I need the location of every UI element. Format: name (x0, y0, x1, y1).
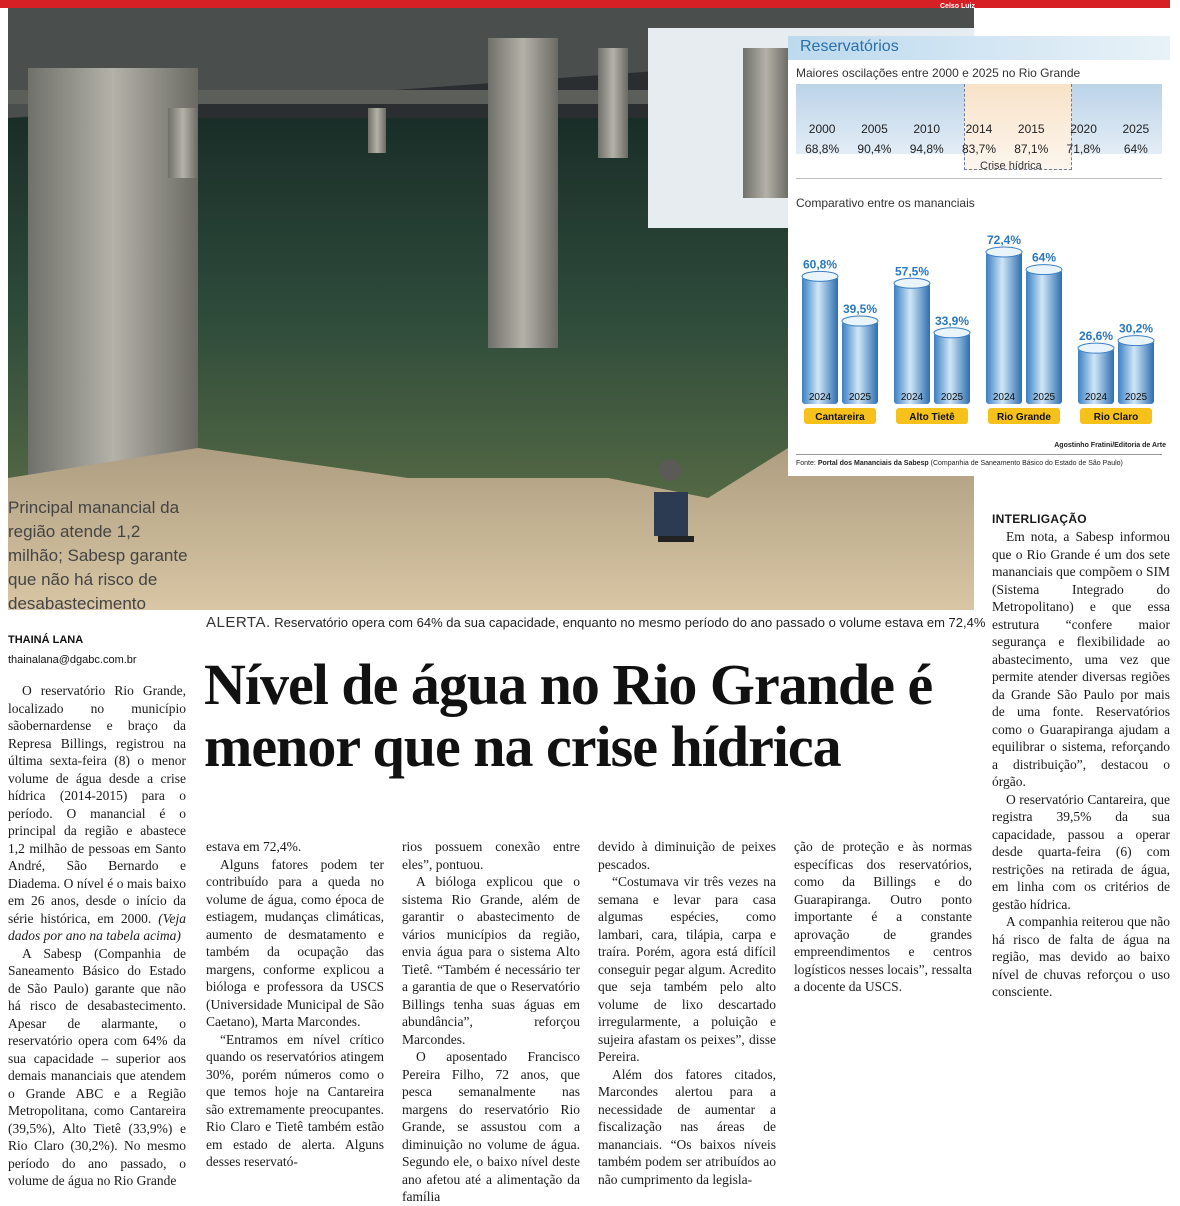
bar-top-2025 (934, 328, 970, 338)
section-heading: INTERLIGAÇÃO (992, 512, 1087, 526)
paragraph: A bióloga explicou que o sistema Rio Grande, além de garantir o abastecimento de vários municípios da região, envia água para o sistema Alto Tietê. “Também é necessário ter a garantia de que o Reservatório Billings tenha suas águas em abundância”, reforçou Marcondes. (402, 874, 580, 1047)
author-email[interactable]: thainalana@dgabc.com.br (8, 654, 137, 666)
bar-top-2025 (842, 316, 878, 326)
caption-label: ALERTA. (206, 614, 271, 631)
source-divider (796, 454, 1162, 455)
author-name: THAINÁ LANA (8, 634, 84, 646)
bar-top-2024 (986, 247, 1022, 257)
paragraph: devido à diminuição de peixes pescados. (598, 839, 776, 872)
table-note: (Veja dados por ano na tabela acima) (8, 910, 187, 943)
value-cell: 87,1% (1014, 142, 1049, 156)
infographic-title: Reservatórios (788, 36, 1170, 60)
photo-credit: Celso Luiz (940, 3, 976, 10)
value-cell: 94,8% (909, 142, 944, 156)
year-cell: 2000 (808, 122, 836, 136)
value-cell: 71,8% (1066, 142, 1101, 156)
bar-year-label: 2024 (992, 392, 1016, 403)
years-row (796, 122, 1162, 136)
bar-top-2025 (1118, 336, 1154, 346)
bar-year-label: 2025 (1032, 392, 1056, 403)
bar-year-label: 2024 (808, 392, 832, 403)
bar-value-label: 57,5% (894, 264, 930, 279)
comparison-subtitle: Comparativo entre os mananciais (796, 196, 975, 210)
comparison-bar-chart (788, 178, 1170, 440)
bar-value-label: 26,6% (1078, 329, 1114, 344)
source-detail: (Companhia de Saneamento Básico do Estado de São Paulo) (930, 460, 1123, 467)
value-cell: 68,8% (805, 142, 840, 156)
value-cell: 90,4% (857, 142, 892, 156)
category-label: Cantareira (815, 412, 865, 423)
bar-alto-tietê-2024 (894, 283, 930, 404)
bar-rio-grande-2025 (1026, 270, 1062, 404)
headline: Nível de água no Rio Grande é menor que na crise hídrica (204, 652, 933, 779)
body-column-3 (402, 838, 580, 1206)
reservoirs-infographic (788, 36, 1170, 476)
paragraph: rios possuem conexão entre eles”, pontuou. (402, 839, 580, 872)
body-column-1 (8, 682, 186, 1190)
body-column-6 (992, 512, 1170, 1001)
paragraph: “Entramos em nível crítico quando os reservatórios atingem 30%, porém números como o que temos hoje na Cantareira são extremamente preocupantes. Rio Claro e Tietê também estão em estado de alerta. Alguns desses reservató- (206, 1031, 384, 1169)
bar-value-label: 72,4% (986, 232, 1022, 247)
value-cell: 83,7% (961, 142, 996, 156)
crisis-label: Crise hídrica (980, 160, 1042, 172)
bar-top-2025 (1026, 265, 1062, 275)
art-credit: Agostinho Fratini/Editoria de Arte (1054, 442, 1166, 449)
body-column-5 (794, 838, 972, 996)
category-label: Rio Claro (1093, 412, 1139, 423)
paragraph: Além dos fatores citados, Marcondes alertou para a necessidade de aumentar a fiscalização nas áreas de mananciais. “Os baixos níveis também podem ser atribuídos ao não cumprimento da legisla- (598, 1066, 776, 1187)
year-cell: 2010 (913, 122, 941, 136)
bar-year-label: 2024 (1084, 392, 1108, 403)
bar-value-label: 33,9% (934, 313, 970, 328)
paragraph (8, 682, 186, 945)
top-color-bar (0, 0, 1170, 8)
bar-year-label: 2024 (900, 392, 924, 403)
bar-year-label: 2025 (940, 392, 964, 403)
year-cell: 2014 (965, 122, 993, 136)
infographic-subtitle: Maiores oscilações entre 2000 e 2025 no Rio Grande (796, 66, 1081, 80)
photo-caption (206, 614, 986, 631)
values-row (796, 142, 1162, 156)
year-cell: 2015 (1017, 122, 1045, 136)
source-name: Portal dos Mananciais da Sabesp (817, 460, 929, 467)
body-column-2 (206, 838, 384, 1171)
paragraph: A Sabesp (Companhia de Saneamento Básico do Estado de São Paulo) garante que não há risco de desabastecimento. Apesar de alarmante, o reservatório opera com 64% da sua capacidade – superior aos demais mananciais que atendem o Grande ABC e a Região Metropolitana, como Cantareira (39,5%), Alto Tietê (33,9%) e Rio Claro (30,2%). No mesmo período do ano passado, o volume de água no Rio Grande (8, 945, 186, 1188)
bar-cantareira-2024 (802, 276, 838, 404)
bar-rio-grande-2024 (986, 252, 1022, 404)
bar-value-label: 64% (1031, 250, 1057, 265)
bar-top-2024 (1078, 343, 1114, 353)
paragraph: O aposentado Francisco Pereira Filho, 72 anos, que pesca semanalmente nas margens do reservatório Rio Grande, se assustou com a diminuição no volume de água. Segundo ele, o baixo nível deste ano afetou até a alimentação da família (402, 1049, 580, 1204)
source-line (796, 460, 1123, 467)
bar-top-2024 (802, 271, 838, 281)
paragraph: O reservatório Cantareira, que registra 39,5% da sua capacidade, passou a operar desde quarta-feira (6) com restrições na retirada de água, em linha com os critérios de gestão hídrica. (992, 791, 1170, 912)
bar-value-label: 30,2% (1118, 321, 1154, 336)
bar-value-label: 60,8% (802, 257, 838, 272)
year-cell: 2005 (861, 122, 888, 136)
bar-year-label: 2025 (848, 392, 872, 403)
paragraph-text: O reservatório Rio Grande, localizado no município sãobernardense e braço da Represa Billings, registrou na última sexta-feira (8) o menor volume de água desde a crise hídrica (2014-2015) para o período. O manancial é o principal da região e abastece 1,2 milhão de pessoas em Santo André, São Bernardo e Diadema. O nível é o mais baixo em 26 anos, desde o início da série histórica, em 2000. (8, 683, 186, 926)
paragraph: A companhia reiterou que não há risco de falta de água na região, mas devido ao baixo nível de chuvas reforçou o uso consciente. (992, 914, 1170, 999)
year-cell: 2025 (1122, 122, 1150, 136)
caption-text: Reservatório opera com 64% da sua capacidade, enquanto no mesmo período do ano passado o volume estava em 72,4% (274, 615, 986, 630)
paragraph: estava em 72,4%. (206, 839, 302, 854)
paragraph: “Costumava vir três vezes na semana e levar para casa algumas espécies, como lambari, cara, tilápia, carpa e traíra. Porém, agora está difícil conseguir pegar algum. Acredito que seja também pelo alto volume de lixo descartado irregularmente, a poluição e sujeira afastam os peixes”, disse Pereira. (598, 874, 776, 1064)
bar-value-label: 39,5% (842, 302, 878, 317)
category-label: Rio Grande (997, 412, 1051, 423)
bar-year-label: 2025 (1124, 392, 1148, 403)
source-label: Fonte: (796, 460, 816, 467)
paragraph: ção de proteção e às normas específicas dos reservatórios, como da Billings e do Guarapiranga. Outro ponto importante é a constante aprovação de grandes empreendimentos e centros logísticos nesses locais”, ressalta a docente da USCS. (794, 839, 972, 994)
body-column-4 (598, 838, 776, 1188)
category-label: Alto Tietê (909, 412, 955, 423)
value-cell: 64% (1123, 142, 1148, 156)
year-cell: 2020 (1070, 122, 1097, 136)
yearly-levels-table (796, 84, 1162, 154)
paragraph: Em nota, a Sabesp informou que o Rio Grande é um dos sete mananciais que compõem o SIM (Sistema Integrado do Metropolitano) e que essa estrutura “confere maior segurança e flexibilidade ao abastecimento, uma vez que permite atender diversas regiões da Grande São Paulo por mais de uma fonte. Reservatórios como o Guarapiranga ajudam a equilibrar o sistema, reforçando a distribuição”, destacou o órgão. (992, 529, 1170, 789)
bar-top-2024 (894, 278, 930, 288)
paragraph: Alguns fatores podem ter contribuído para a queda no volume de água, como época de estiagem, mudanças climáticas, aumento de desmatamento e também da ocupação das margens, conforme explicou a bióloga e professora da USCS (Universidade Municipal de São Caetano), Marta Marcondes. (206, 856, 384, 1029)
article-deck: Principal manancial da região atende 1,2 milhão; Sabesp garante que não há risco de desabastecimento (8, 498, 188, 613)
